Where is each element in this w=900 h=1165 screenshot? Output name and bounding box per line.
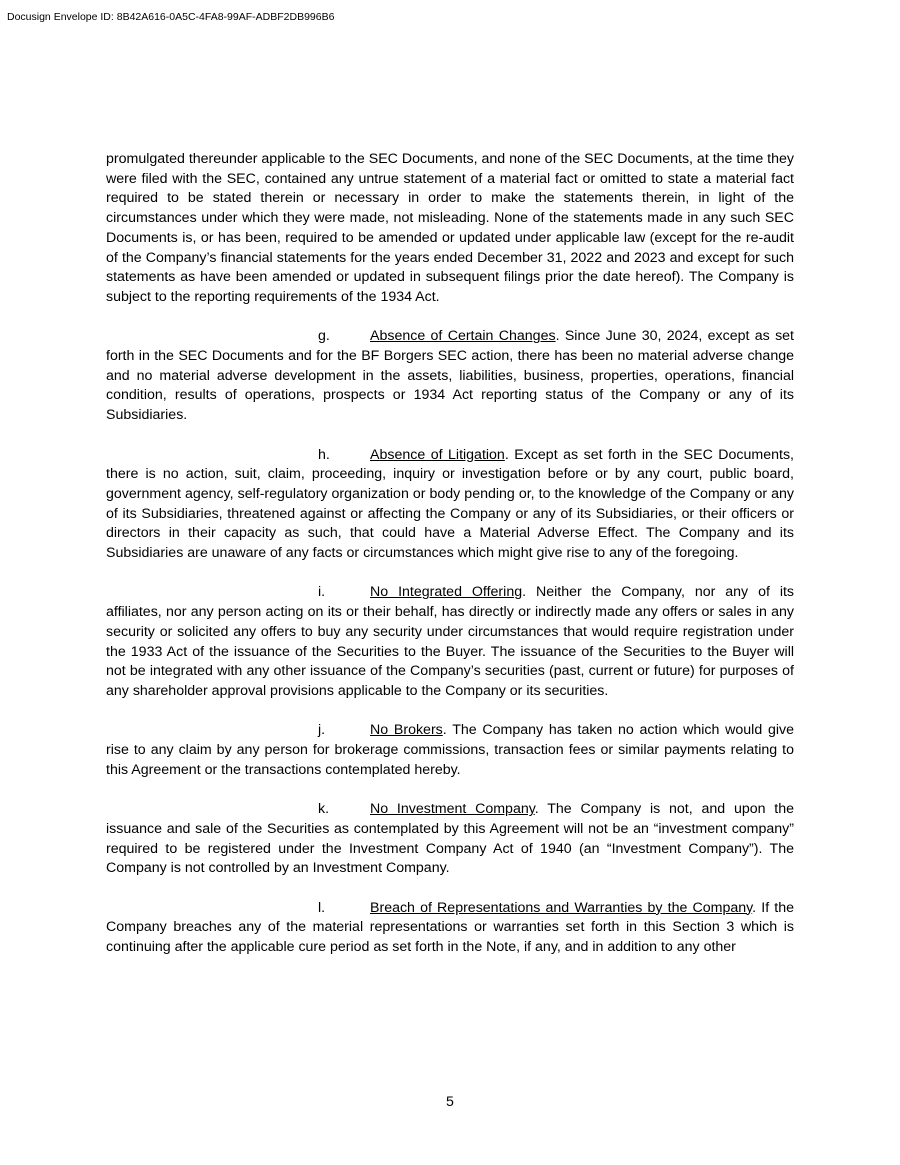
section-heading: Absence of Certain Changes bbox=[370, 328, 556, 345]
section-body: . Since June 30, 2024, except as set forth in the SEC Documents and for the BF Borgers SEC action, there has been no material adverse change and no material adverse development in the assets, liabilities, business, properties, operations, financial condition, results of operations, prospects or 1934 Act reporting status of the Company or any of its Subsidiaries. bbox=[106, 328, 794, 424]
section-body: . The Company is not, and upon the issuance and sale of the Securities as contemplated by this Agreement will not be an “investment company” required to be registered under the Investment Company Act of 1940 (an “Investment Company”). The Company is not controlled by an Investment Company. bbox=[106, 801, 795, 877]
section-body: . Except as set forth in the SEC Documents, there is no action, suit, claim, proceeding, inquiry or investigation before or by any court, public board, government agency, self-regulatory organization or body pending or, to the knowledge of the Company or any of its Subsidiaries, threatened against or affecting the Company or any of its Subsidiaries, or their officers or directors in their capacity as such, that could have a Material Adverse Effect. The Company and its Subsidiaries are unaware of any facts or circumstances which might give rise to any of the foregoing. bbox=[106, 446, 794, 562]
section-heading: Breach of Representations and Warranties by the Company bbox=[370, 899, 753, 916]
section-h bbox=[106, 446, 794, 564]
section-k bbox=[106, 800, 794, 879]
envelope-id: Docusign Envelope ID: 8B42A616-0A5C-4FA8-99AF-ADBF2DB996B6 bbox=[7, 11, 335, 23]
section-j bbox=[106, 721, 794, 780]
section-letter: j. bbox=[318, 722, 326, 739]
section-l bbox=[106, 899, 794, 958]
section-body: . If the Company breaches any of the material representations or warranties set forth in this Section 3 which is continuing after the applicable cure period as set forth in the Note, if any, and in addition to any other bbox=[106, 899, 794, 956]
document-body bbox=[106, 150, 794, 977]
section-heading: No Brokers bbox=[370, 722, 443, 739]
section-heading: Absence of Litigation bbox=[370, 446, 505, 463]
section-body: . The Company has taken no action which would give rise to any claim by any person for brokerage commissions, transaction fees or similar payments relating to this Agreement or the transactions contemplated hereby. bbox=[106, 722, 794, 778]
intro-paragraph: promulgated thereunder applicable to the SEC Documents, and none of the SEC Documents, at the time they were filed with the SEC, contained any untrue statement of a material fact or omitted to state a material fact required to be stated therein or necessary in order to make the statements therein, in light of the circumstances under which they were made, not misleading. None of the statements made in any such SEC Documents is, or has been, required to be amended or updated under applicable law (except for the re-audit of the Company’s financial statements for the years ended December 31, 2022 and 2023 and except for such statements as have been amended or updated in subsequent filings prior the date hereof). The Company is subject to the reporting requirements of the 1934 Act. bbox=[106, 151, 794, 305]
section-letter: i. bbox=[318, 584, 326, 601]
section-g bbox=[106, 327, 794, 426]
section-body: . Neither the Company, nor any of its affiliates, nor any person acting on its or their behalf, has directly or indirectly made any offers or sales in any security or solicited any offers to buy any security under circumstances that would require registration under the 1933 Act of the issuance of the Securities to the Buyer. The issuance of the Securities to the Buyer will not be integrated with any other issuance of the Company’s securities (past, current or future) for purposes of any shareholder approval provisions applicable to the Company or its securities. bbox=[106, 584, 795, 699]
section-letter: l. bbox=[318, 899, 326, 916]
section-letter: k. bbox=[318, 801, 330, 818]
section-heading: No Integrated Offering bbox=[370, 584, 523, 601]
page-number: 5 bbox=[446, 1094, 454, 1110]
section-i bbox=[106, 583, 794, 701]
section-heading: No Investment Company bbox=[370, 801, 535, 818]
section-letter: h. bbox=[318, 446, 330, 463]
section-letter: g. bbox=[318, 328, 330, 345]
